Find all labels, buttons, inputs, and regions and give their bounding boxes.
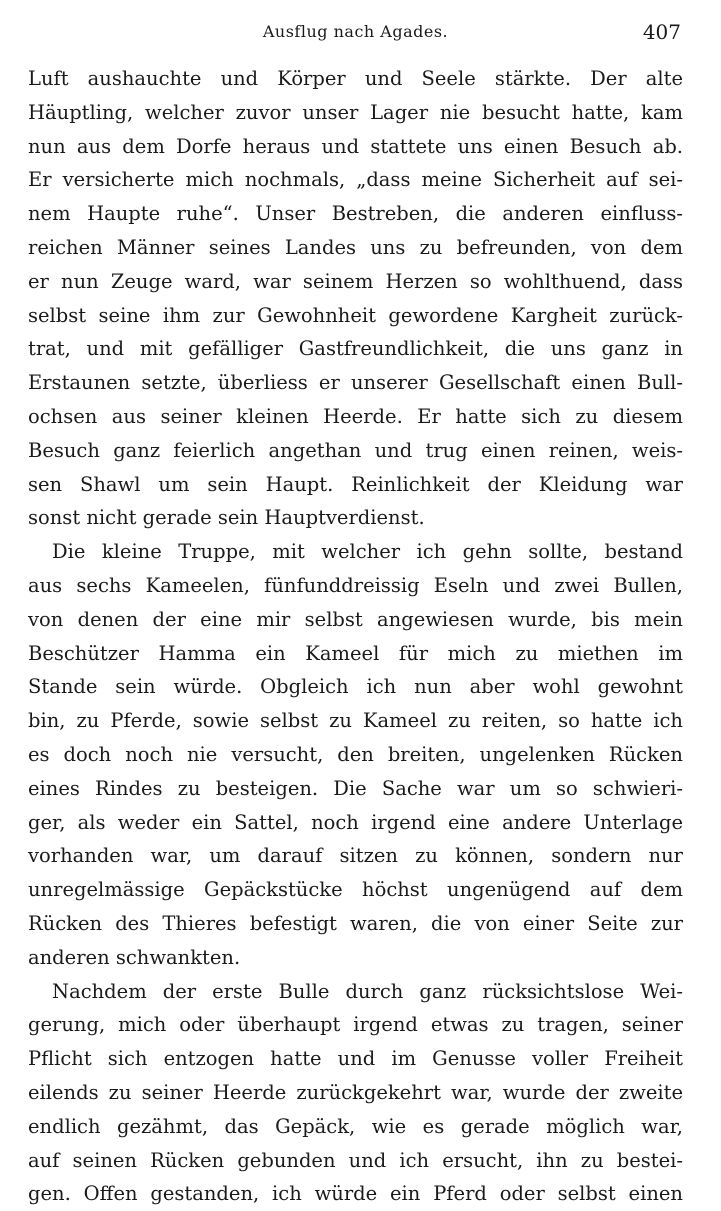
text-line: anderen schwankten. [28, 945, 241, 969]
text-line: es doch noch nie versucht, den breiten, ungelenken Rücken [28, 742, 683, 766]
page-header [28, 20, 683, 46]
text-line: Stande sein würde. Obgleich ich nun aber wohl gewohnt [28, 675, 683, 699]
paragraph [28, 62, 683, 535]
paragraph [28, 975, 683, 1211]
text-line: reichen Männer seines Landes uns zu befreunden, von dem [28, 235, 683, 259]
text-line: bin, zu Pferde, sowie selbst zu Kameel zu reiten, so hatte ich [28, 709, 683, 733]
text-line: Rücken des Thieres befestigt waren, die von einer Seite zur [28, 911, 683, 935]
text-line: ger, als weder ein Sattel, noch irgend eine andere Unterlage [28, 810, 683, 834]
text-line: Er versicherte mich nochmals, „dass meine Sicherheit auf sei- [28, 168, 683, 192]
text-line: Beschützer Hamma ein Kameel für mich zu miethen im [28, 641, 683, 665]
text-line: Luft aushauchte und Körper und Seele stärkte. Der alte [28, 67, 683, 90]
text-line: nun aus dem Dorfe heraus und stattete uns einen Besuch ab. [28, 134, 683, 158]
paragraph [28, 535, 683, 974]
text-line: von denen der eine mir selbst angewiesen wurde, bis mein [28, 607, 683, 631]
text-line: Erstaunen setzte, überliess er unserer Gesellschaft einen Bull- [28, 371, 683, 395]
text-line: eilends zu seiner Heerde zurückgekehrt war, wurde der zweite [28, 1080, 683, 1104]
text-line: ochsen aus seiner kleinen Heerde. Er hatte sich zu diesem [28, 404, 683, 428]
text-line: endlich gezähmt, das Gepäck, wie es gerade möglich war, [28, 1114, 683, 1138]
text-line: Häuptling, welcher zuvor unser Lager nie besucht hatte, kam [28, 100, 683, 124]
text-line: vorhanden war, um darauf sitzen zu können, sondern nur [28, 844, 683, 868]
text-line: trat, und mit gefälliger Gastfreundlichkeit, die uns ganz in [28, 337, 683, 361]
text-line: gen. Offen gestanden, ich würde ein Pferd oder selbst einen [28, 1182, 683, 1206]
text-line: selbst seine ihm zur Gewohnheit gewordene Kargheit zurück- [28, 303, 683, 327]
text-line: sen Shawl um sein Haupt. Reinlichkeit der Kleidung war [28, 472, 683, 496]
text-line: Pflicht sich entzogen hatte und im Genusse voller Freiheit [28, 1047, 683, 1071]
text-line: aus sechs Kameelen, fünfunddreissig Eseln und zwei Bullen, [28, 573, 683, 597]
text-line: er nun Zeuge ward, war seinem Herzen so wohlthuend, dass [28, 269, 683, 293]
page-number: 407 [642, 20, 681, 44]
text-line: sonst nicht gerade sein Hauptverdienst. [28, 506, 425, 530]
text-line: Besuch ganz feierlich angethan und trug einen reinen, weis- [28, 438, 683, 462]
text-line: Die kleine Truppe, mit welcher ich gehn sollte, bestand [52, 540, 683, 564]
running-title: Ausflug nach Agades. [262, 22, 449, 41]
text-line: Nachdem der erste Bulle durch ganz rücksichtslose Wei- [52, 979, 683, 1003]
text-line: eines Rindes zu besteigen. Die Sache war um so schwieri- [28, 776, 683, 800]
text-line: gerung, mich oder überhaupt irgend etwas zu tragen, seiner [28, 1013, 683, 1037]
text-line: unregelmässige Gepäckstücke höchst ungenügend auf dem [28, 878, 683, 902]
text-line: nem Haupte ruhe“. Unser Bestreben, die anderen einfluss- [28, 202, 683, 226]
text-line: auf seinen Rücken gebunden und ich ersucht, ihn zu bestei- [28, 1148, 683, 1172]
body-text [28, 62, 683, 1211]
